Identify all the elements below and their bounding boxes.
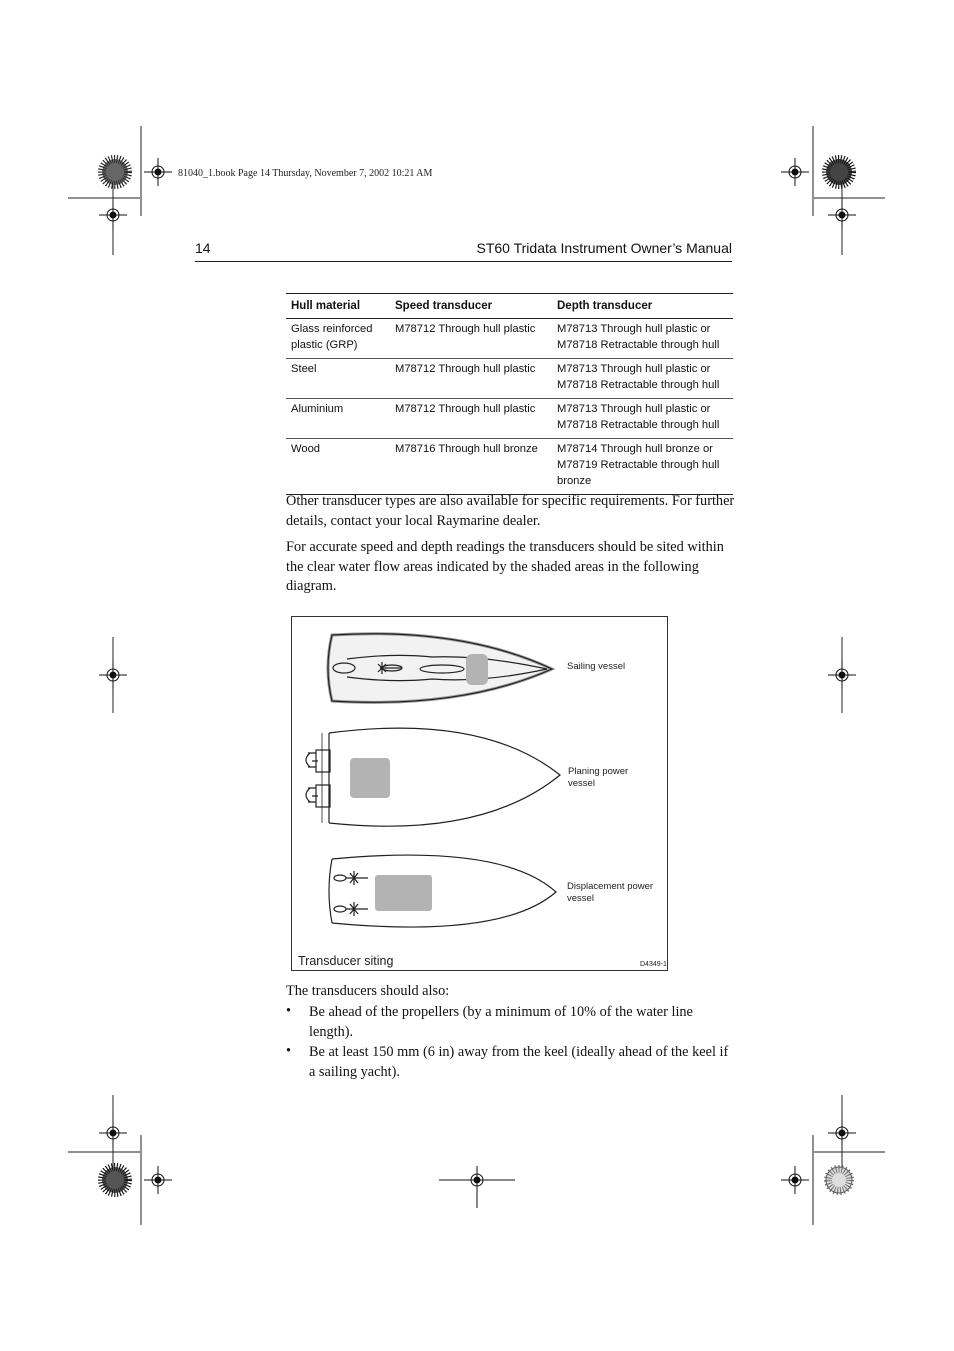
paragraph-other-types: Other transducer types are also available for specific requirements. For further details, contact your local Raymarine dealer. <box>286 493 735 529</box>
table-cell: M78712 Through hull plastic <box>390 319 552 359</box>
planing-shaded-area <box>350 758 390 798</box>
table-cell: M78713 Through hull plastic or M78718 Retractable through hull <box>552 319 733 359</box>
sailing-vessel-drawing <box>328 634 552 703</box>
transducer-table <box>286 293 733 495</box>
table-row <box>286 319 733 359</box>
list-item: Be at least 150 mm (6 in) away from the keel (ideally ahead of the keel if a sailing yacht). <box>309 1044 729 1080</box>
column-header: Hull material <box>286 294 390 319</box>
running-header-title: ST60 Tridata Instrument Owner’s Manual <box>476 240 732 256</box>
table-row <box>286 439 733 495</box>
displacement-shaded-area <box>375 875 432 911</box>
table-cell: M78713 Through hull plastic or M78718 Retractable through hull <box>552 399 733 439</box>
list-intro: The transducers should also: <box>286 983 450 999</box>
page-number: 14 <box>195 240 211 256</box>
table-cell: M78712 Through hull plastic <box>390 399 552 439</box>
planing-vessel-drawing <box>306 728 560 826</box>
table-header-row <box>286 294 733 319</box>
label-sailing-vessel: Sailing vessel <box>567 661 626 672</box>
header-rule <box>195 261 732 262</box>
table-cell: Wood <box>286 439 390 495</box>
table-cell: M78712 Through hull plastic <box>390 359 552 399</box>
table-row <box>286 399 733 439</box>
table-cell: M78713 Through hull plastic or M78718 Retractable through hull <box>552 359 733 399</box>
bullet-marker: • <box>286 1043 292 1059</box>
table-row <box>286 359 733 399</box>
figure-code: D4349-1 <box>640 961 667 968</box>
paragraph-siting: For accurate speed and depth readings the transducers should be sited within the clear water flow areas indicated by the shaded areas in the following diagram. <box>286 539 724 594</box>
list-item: Be ahead of the propellers (by a minimum of 10% of the water line length). <box>309 1004 693 1040</box>
displacement-vessel-drawing <box>329 855 556 927</box>
table-cell: Steel <box>286 359 390 399</box>
sailing-shaded-area <box>466 654 488 685</box>
print-slug: 81040_1.book Page 14 Thursday, November 7, 2002 10:21 AM <box>178 168 433 179</box>
column-header: Speed transducer <box>390 294 552 319</box>
table-cell: Aluminium <box>286 399 390 439</box>
column-header: Depth transducer <box>552 294 733 319</box>
label-planing-vessel: Planing power vessel <box>568 766 629 789</box>
figure-caption: Transducer siting <box>298 954 394 968</box>
label-displacement-vessel: Displacement power vessel <box>567 881 654 904</box>
table-cell: Glass reinforced plastic (GRP) <box>286 319 390 359</box>
table-cell: M78716 Through hull bronze <box>390 439 552 495</box>
bullet-marker: • <box>286 1003 292 1019</box>
transducer-siting-figure <box>291 616 668 971</box>
table-cell: M78714 Through hull bronze or M78719 Retractable through hull bronze <box>552 439 733 495</box>
